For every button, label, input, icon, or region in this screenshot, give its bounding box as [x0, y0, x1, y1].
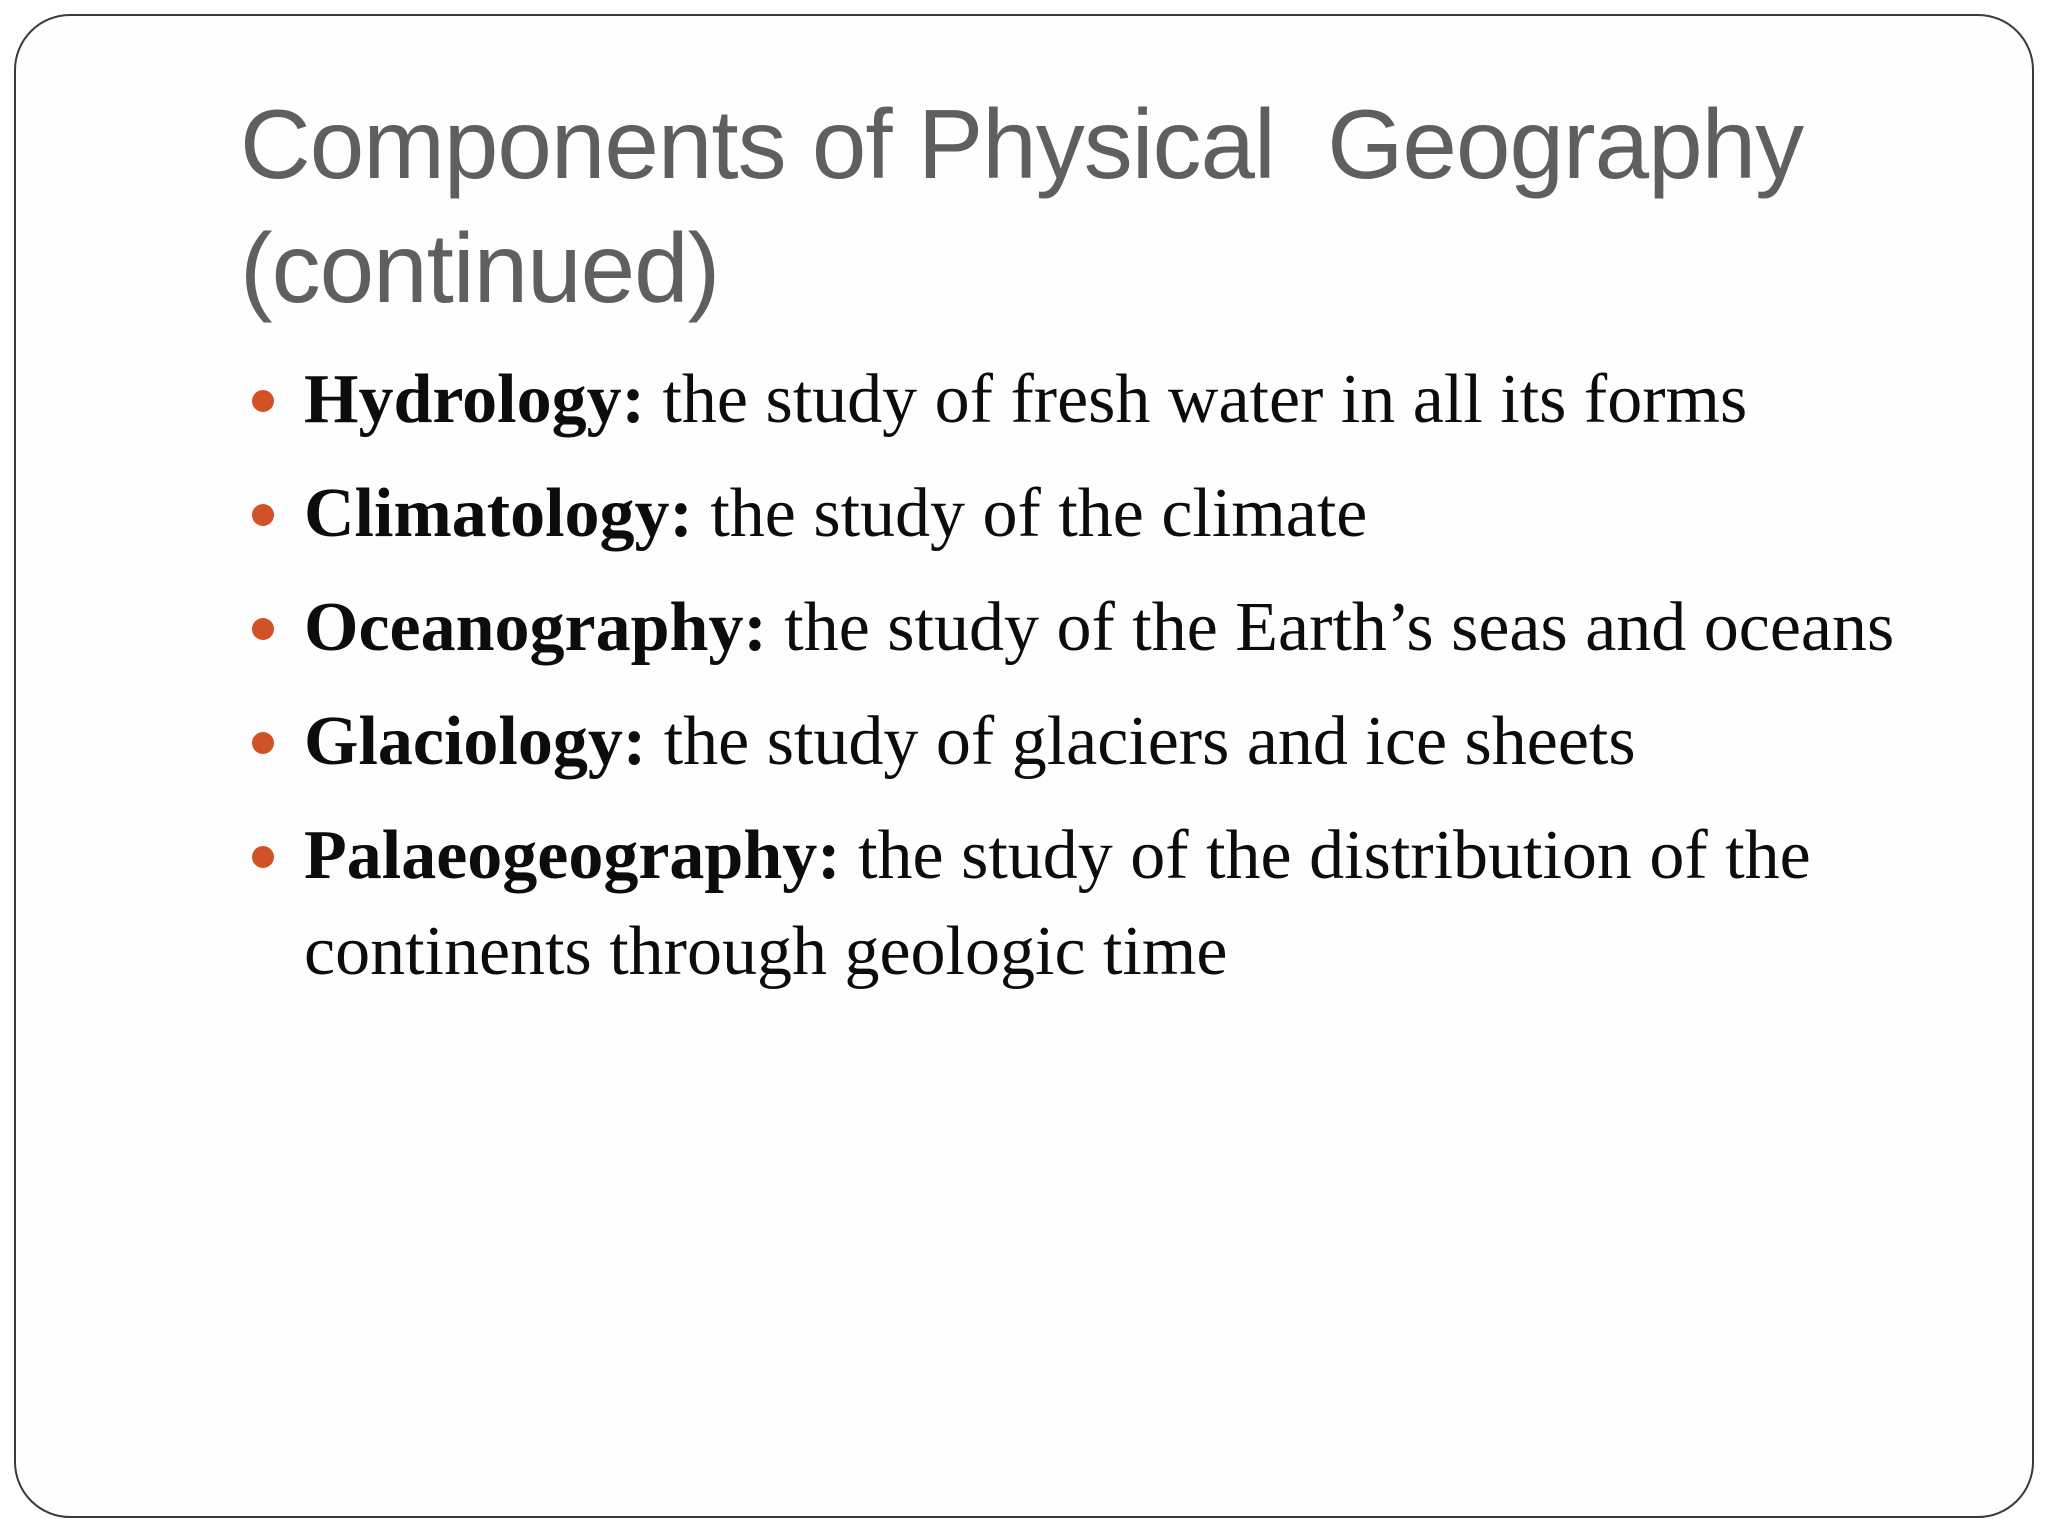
bullet-definition: the study of the Earth’s seas and oceans	[784, 589, 1895, 666]
bullet-item-palaeogeography	[252, 808, 1932, 1000]
bullet-item-climatology	[252, 466, 1932, 562]
bullet-dot-icon	[252, 846, 274, 868]
bullet-term: Climatology:	[304, 475, 711, 552]
bullet-term: Oceanography:	[304, 589, 785, 666]
bullet-term: Glaciology:	[304, 703, 664, 780]
bullet-term: Hydrology:	[304, 361, 663, 438]
bullet-dot-icon	[252, 504, 274, 526]
bullet-dot-icon	[252, 618, 274, 640]
slide-frame	[14, 14, 2034, 1518]
bullet-dot-icon	[252, 732, 274, 754]
slide-title-line-1: Components of Physical Geography	[240, 89, 1804, 199]
bullet-item-oceanography	[252, 580, 1932, 676]
slide-title-line-2: (continued)	[240, 213, 720, 323]
bullet-item-glaciology	[252, 694, 1932, 790]
bullet-definition: the study of the climate	[710, 475, 1368, 552]
bullet-definition: the study of fresh water in all its forms	[662, 361, 1748, 438]
bullet-dot-icon	[252, 390, 274, 412]
slide-title	[240, 82, 1940, 330]
bullet-definition: the study of glaciers and ice sheets	[663, 703, 1636, 780]
bullet-item-hydrology	[252, 352, 1932, 448]
bullet-list	[252, 352, 1932, 1018]
bullet-term: Palaeogeography:	[304, 817, 859, 894]
bullet-definition: the study of the distribution of the continents through geologic time	[304, 817, 1811, 990]
